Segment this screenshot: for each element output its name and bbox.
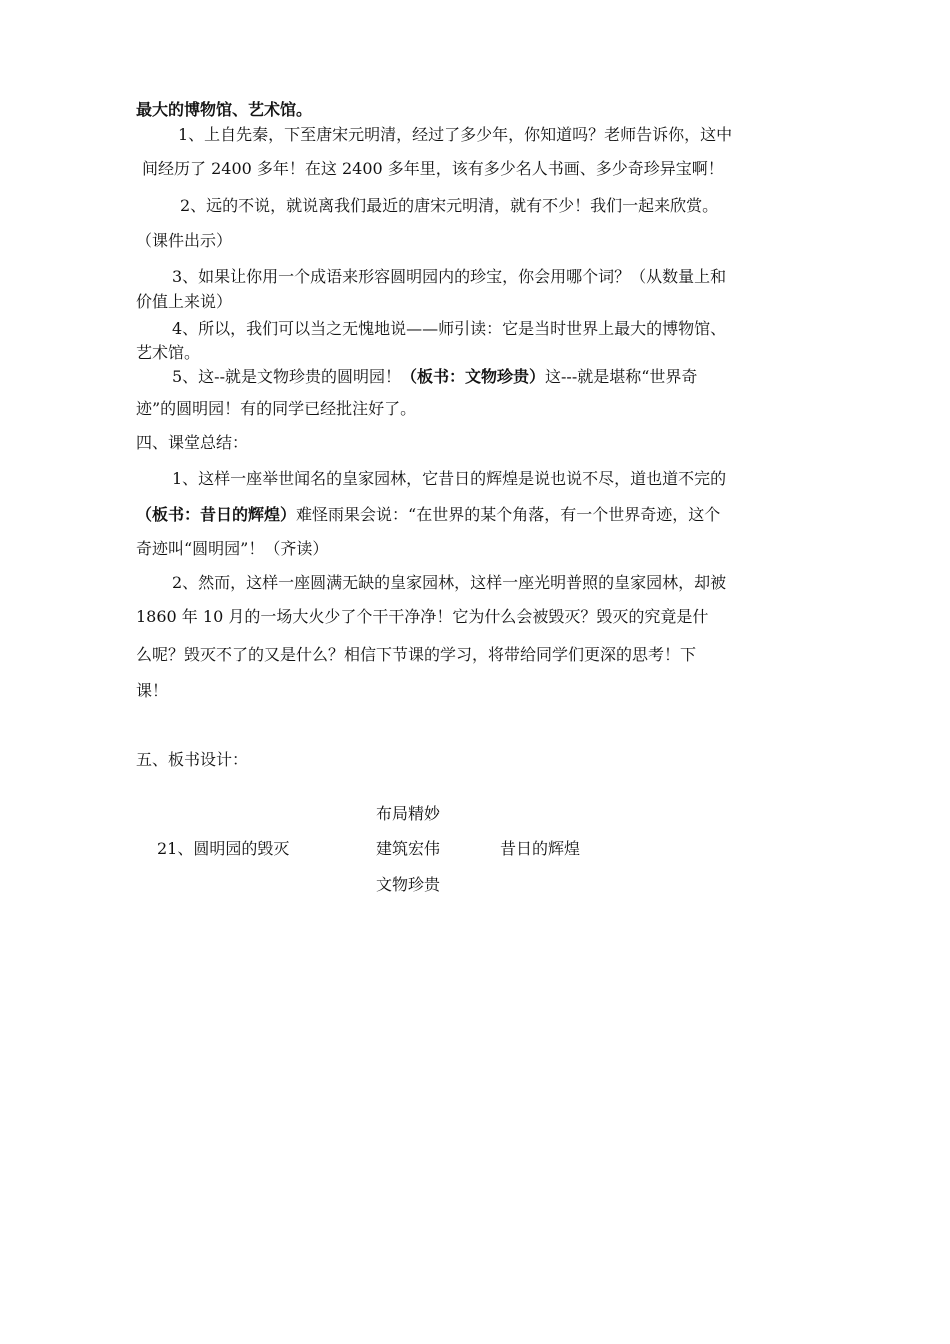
board-summary: 昔日的辉煌 [500, 839, 581, 858]
paragraph-3-line-1: 3、如果让你用一个成语来形容圆明园内的珍宝，你会用哪个词？（从数量上和 [172, 267, 727, 286]
paragraph-5-line-2: 迹”的圆明园！有的同学已经批注好了。 [136, 399, 417, 418]
blackboard-note-2: （板书：昔日的辉煌） [136, 505, 297, 524]
paragraph-4-line-2: 艺术馆。 [136, 343, 201, 362]
summary-2-line-4: 课！ [136, 681, 169, 700]
summary-1-line-2 [136, 504, 720, 526]
heading-continuation: 最大的博物馆、艺术馆。 [136, 100, 313, 119]
paragraph-5-line-1 [172, 366, 697, 388]
paragraph-1-line-2: 间经历了 2400 多年！在这 2400 多年里，该有多少名人书画、多少奇珍异宝啊！ [142, 159, 724, 178]
paragraph-3-line-2: 价值上来说） [136, 292, 233, 311]
paragraph-4-line-1: 4、所以，我们可以当之无愧地说——师引读：它是当时世界上最大的博物馆、 [172, 319, 727, 338]
blackboard-note-1: （板书：文物珍贵） [401, 367, 546, 386]
paragraph-5-text-a: 5、这--就是文物珍贵的圆明园！ [172, 367, 401, 386]
board-item-3: 文物珍贵 [376, 875, 441, 894]
board-item-2: 建筑宏伟 [376, 839, 441, 858]
board-title: 21、圆明园的毁灭 [157, 839, 290, 858]
summary-2-line-1: 2、然而，这样一座圆满无缺的皇家园林，这样一座光明普照的皇家园林，却被 [172, 573, 727, 592]
board-item-1: 布局精妙 [376, 804, 441, 823]
summary-1-line-1: 1、这样一座举世闻名的皇家园林，它昔日的辉煌是说也说不尽，道也道不完的 [172, 469, 727, 488]
paragraph-2-line-1: 2、远的不说，就说离我们最近的唐宋元明清，就有不少！我们一起来欣赏。 [180, 196, 719, 215]
paragraph-5-text-b: 这---就是堪称“世界奇 [545, 367, 698, 386]
paragraph-1-line-1: 1、上自先秦，下至唐宋元明清，经过了多少年，你知道吗？老师告诉你，这中 [178, 125, 733, 144]
summary-1-line-3: 奇迹叫“圆明园”！（齐读） [136, 539, 329, 558]
paragraph-2-line-2: （课件出示） [136, 231, 233, 250]
section-5-heading: 五、板书设计： [136, 750, 249, 769]
section-4-heading: 四、课堂总结： [136, 433, 249, 452]
summary-2-line-2: 1860 年 10 月的一场大火少了个干干净净！它为什么会被毁灭？毁灭的究竟是什 [136, 607, 709, 626]
summary-2-line-3: 么呢？毁灭不了的又是什么？相信下节课的学习，将带给同学们更深的思考！下 [136, 645, 697, 664]
summary-1-line-2-text: 难怪雨果会说：“在世界的某个角落，有一个世界奇迹，这个 [296, 505, 721, 524]
